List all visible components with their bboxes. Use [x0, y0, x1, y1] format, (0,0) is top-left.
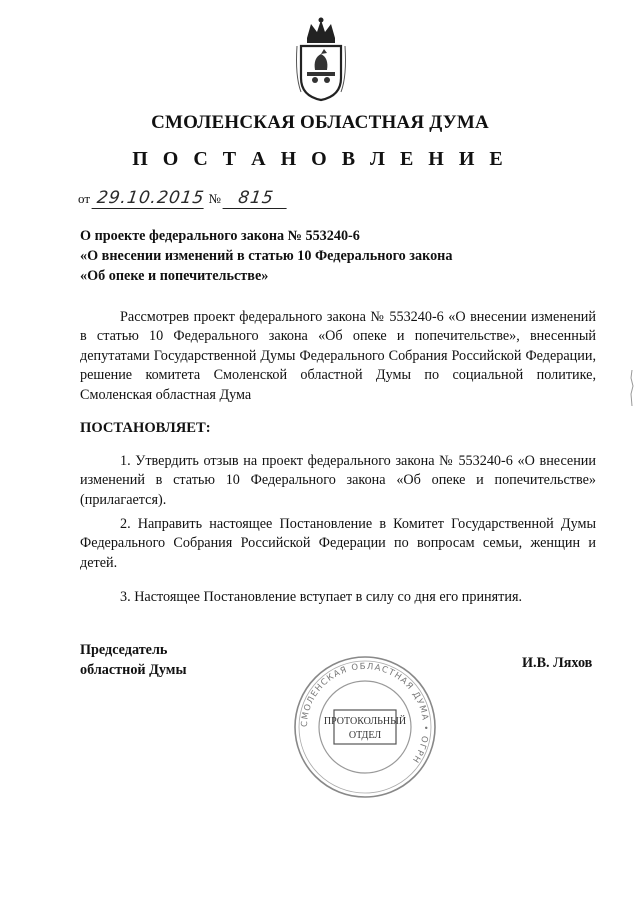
date-number-line: [78, 188, 288, 209]
svg-text:СМОЛЕНСКАЯ ОБЛАСТНАЯ ДУМА • ОГ: [300, 662, 430, 765]
signer-title: [80, 640, 187, 680]
resolution-item-1: 1. Утвердить отзыв на проект федерального закона № 553240-6 «О внесении изменений в статью 10 Федерального закона «Об опеке и попечительстве» (прилагается).: [80, 453, 596, 508]
margin-mark-icon: [628, 368, 636, 408]
signer-title-line-2: областной Думы: [80, 662, 187, 678]
signer-title-line-1: Председатель: [80, 642, 168, 658]
resolution-item-3: 3. Настоящее Постановление вступает в силу со дня его принятия.: [120, 589, 523, 605]
seal-inner-line-2: ОТДЕЛ: [348, 730, 382, 741]
resolution-item-2: 2. Направить настоящее Постановление в Комитет Государственной Думы Федерального Собрания Российской Федерации по вопросам семьи, женщин и детей.: [80, 516, 596, 571]
subject-line-3: «Об опеке и попечительстве»: [80, 268, 269, 284]
seal-inner-line-1: ПРОТОКОЛЬНЫЙ: [323, 716, 407, 727]
handwritten-number: 815: [223, 188, 290, 209]
signer-name: И.В. Ляхов: [522, 655, 593, 671]
number-label: №: [208, 191, 221, 206]
document-type-title: П О С Т А Н О В Л Е Н И Е: [132, 148, 508, 170]
resolves-heading: ПОСТАНОВЛЯЕТ:: [80, 420, 211, 436]
organization-title: СМОЛЕНСКАЯ ОБЛАСТНАЯ ДУМА: [151, 112, 489, 133]
handwritten-date: 29.10.2015: [92, 188, 207, 209]
round-seal-icon: [290, 652, 440, 802]
preamble-paragraph: Рассмотрев проект федерального закона № 553240-6 «О внесении изменений в статью 10 Федерального закона «Об опеке и попечительстве», внесенный депутатами Государственной Думы Федерального Собрания Российской Федерации, решение комитета Смоленской областной Думы по социальной политике, Смоленская областная Дума: [80, 309, 596, 403]
subject-line-2: «О внесении изменений в статью 10 Федерального закона: [80, 248, 453, 264]
seal-outer-text: СМОЛЕНСКАЯ ОБЛАСТНАЯ ДУМА • ОГРН: [299, 661, 431, 766]
subject-block: [80, 226, 520, 286]
from-label: от: [78, 191, 91, 206]
coat-of-arms-icon: [293, 16, 349, 102]
subject-line-1: О проекте федерального закона № 553240-6: [80, 228, 360, 244]
